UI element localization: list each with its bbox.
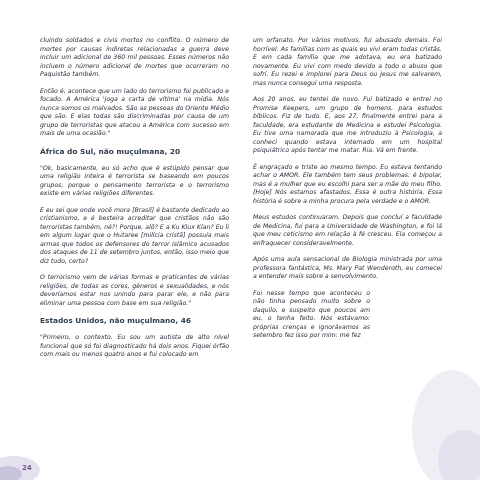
paragraph-narrow: Foi nesse tempo que aconteceu o não tinha pensado muito sobre o daquilo, e suspeito que poucos am eu, o tenha feito. Nós estávamo: próprias crenças e ignorávamos as setembro fez isso por mim: me fez — [253, 289, 370, 339]
paragraph: um orfanato. Por vários motivos, fui abusado demais. Foi horrível. As famílias com as quais eu vivi eram todas cristãs. E em cada família que me adotava, eu era batizado novamente. Eu vivi com medo devido a todo o abuso que sofri. Eu rezei e implorei para Deus ou Jesus me salvarem, mas nunca consegui uma resposta. — [253, 37, 442, 87]
decorative-ink-wash — [0, 430, 60, 480]
paragraph: cluindo soldados e civis mortos no conflito. O número de mortes por causas indiretas relacionadas a guerra deve incluir um adicional de 360 mil pessoas. Esses números não incluem o número adicional de mortes que ocorreram no Paquistão também. — [40, 37, 229, 78]
paragraph: O terrorismo vem de várias formas e praticantes de várias religiões, de todas as cores, gêneros e sexualidades, e nós deveríamos estar nos unindo para parar ele, e não para eliminar uma pessoa com base em sua religião." — [40, 274, 229, 307]
paragraph: É engraçado e triste ao mesmo tempo. Eu estava tentando achar o AMOR. Ele também tem seus problemas: é bipolar, mas é a mulher que eu escolhi para ser a mãe do meu filho. [Hoje] Nós estamos afastados. Essa é outra história. Essa história é sobre a minha procura pela verdade e o AMOR. — [253, 163, 442, 205]
paragraph: "Primeiro, o contexto. Eu sou um autista de alto nível funcional que só foi diagnosticado há dois anos. Fiquei órfão com mais ou menos quatro anos e fui colocado em — [40, 334, 229, 358]
paragraph: E eu sei que onde você mora [Brasil] é bastante dedicado ao cristianismo, e é besteira acreditar que cristãos não são terroristas também, né?! Porque, alô? E a Ku Klux Klan? Eu li em algum lugar que o Hutaree [milícia cristã] possuía mais armas que todos os defensores do terror islâmico acusados dos ataques de 11 de setembro juntos, então, isso meio que diz tudo, certo? — [40, 206, 229, 265]
section-heading: Estados Unidos, não muçulmano, 46 — [40, 316, 191, 325]
right-column — [253, 37, 442, 349]
left-column — [40, 37, 229, 368]
paragraph: Então é, acontece que um lado do terrorismo foi publicado e focado. A América 'joga a carta de vítima' na mídia. Nós nunca somos os malvados. São as pessoas do Oriente Médio que são. E elas todas são discriminadas por causa de um grupo de terroristas que atacou a América com sucesso em mais de uma ocasião." — [40, 87, 229, 137]
paragraph: Após uma aula sensacional de Biologia ministrada por uma professora fantástica, Ms. Mary Pat Wenderoth, eu comecei a entender mais sobre a senvolvimento. — [253, 256, 442, 280]
paragraph: Aos 20 anos, eu tentei de novo. Fui batizado e entrei no Promise Keepers, um grupo de homens, para estudos bíblicos. Fiz de tudo. E, aos 27, finalmente entrei para a faculdade, era estudante de Medicina e estudei Psicologia. Eu tive uma namorada que me introduziu à Psicologia, a conheci quando estava internado em um hospital psiquiátrico após tentar me matar. Ria. Vá em frente. — [253, 96, 442, 154]
paragraph: Meus estudos continuaram. Depois que concluí a faculdade de Medicina, fui para a Universidade de Washington, e foi lá que meu ceticismo em relação à fé cresceu. Ela começou a enfraquecer consideravelmente. — [253, 214, 442, 247]
section-heading: África do Sul, não muçulmana, 20 — [40, 146, 181, 156]
paragraph: "Ok, basicamente, eu só acho que é estúpido pensar que uma religião inteira é terrorista se baseando em poucos grupos, porque o pensamento terrorista e o terrorismo existe em várias religiões diferentes. — [40, 164, 229, 197]
page-number: 24 — [22, 464, 32, 472]
